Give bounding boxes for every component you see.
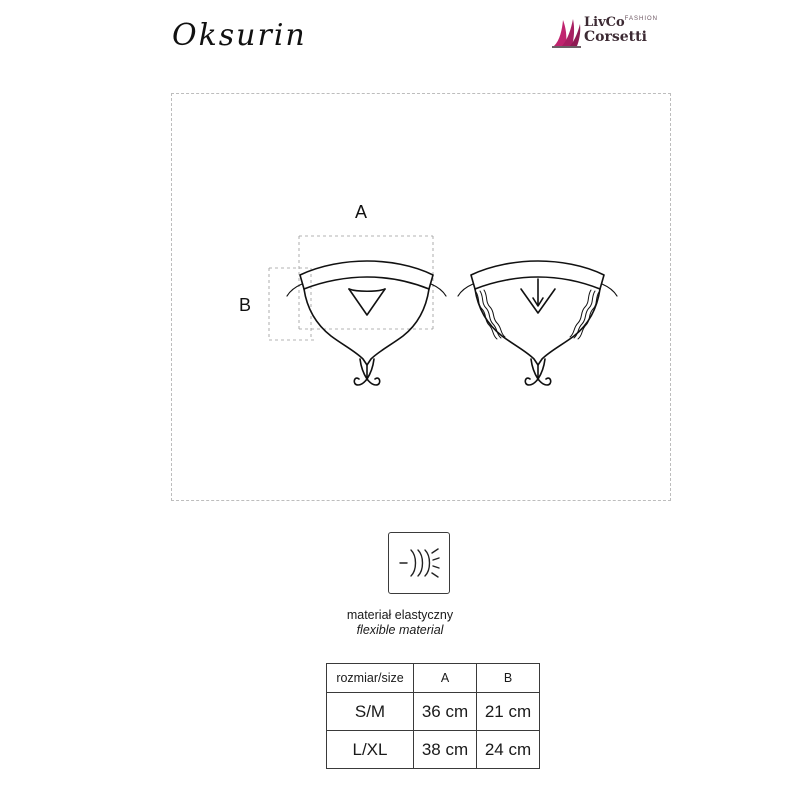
row-size-label: L/XL [327, 731, 414, 769]
dimension-label-a: A [354, 202, 368, 222]
brand-wordmark [584, 16, 658, 44]
elastic-material-glyph [389, 533, 449, 593]
table-header-a: A [414, 664, 477, 693]
table-row [327, 693, 540, 731]
table-header-row [327, 664, 540, 693]
row-value-b: 24 cm [477, 731, 540, 769]
material-caption-en: flexible material [356, 623, 444, 637]
table-row [327, 731, 540, 769]
panty-back-view [458, 261, 617, 385]
table-header-size: rozmiar/size [327, 664, 414, 693]
row-value-a: 38 cm [414, 731, 477, 769]
brand-fashion-superscript: FASHION [624, 16, 658, 22]
row-value-a: 36 cm [414, 693, 477, 731]
material-caption-pl: materiał elastyczny [346, 608, 454, 622]
dimension-label-b: B [238, 295, 252, 315]
size-table [326, 663, 540, 769]
elastic-material-icon [388, 532, 450, 594]
brand-mark-icon [550, 16, 584, 50]
brand-logo [550, 14, 670, 54]
brand-line-1: LivCo [584, 15, 625, 30]
table-header-b: B [477, 664, 540, 693]
row-size-label: S/M [327, 693, 414, 731]
row-value-b: 21 cm [477, 693, 540, 731]
brand-line-2: Corsetti [584, 28, 647, 45]
page-title: Oksurin [172, 18, 307, 53]
material-caption [0, 608, 800, 638]
technical-drawing [171, 93, 671, 501]
